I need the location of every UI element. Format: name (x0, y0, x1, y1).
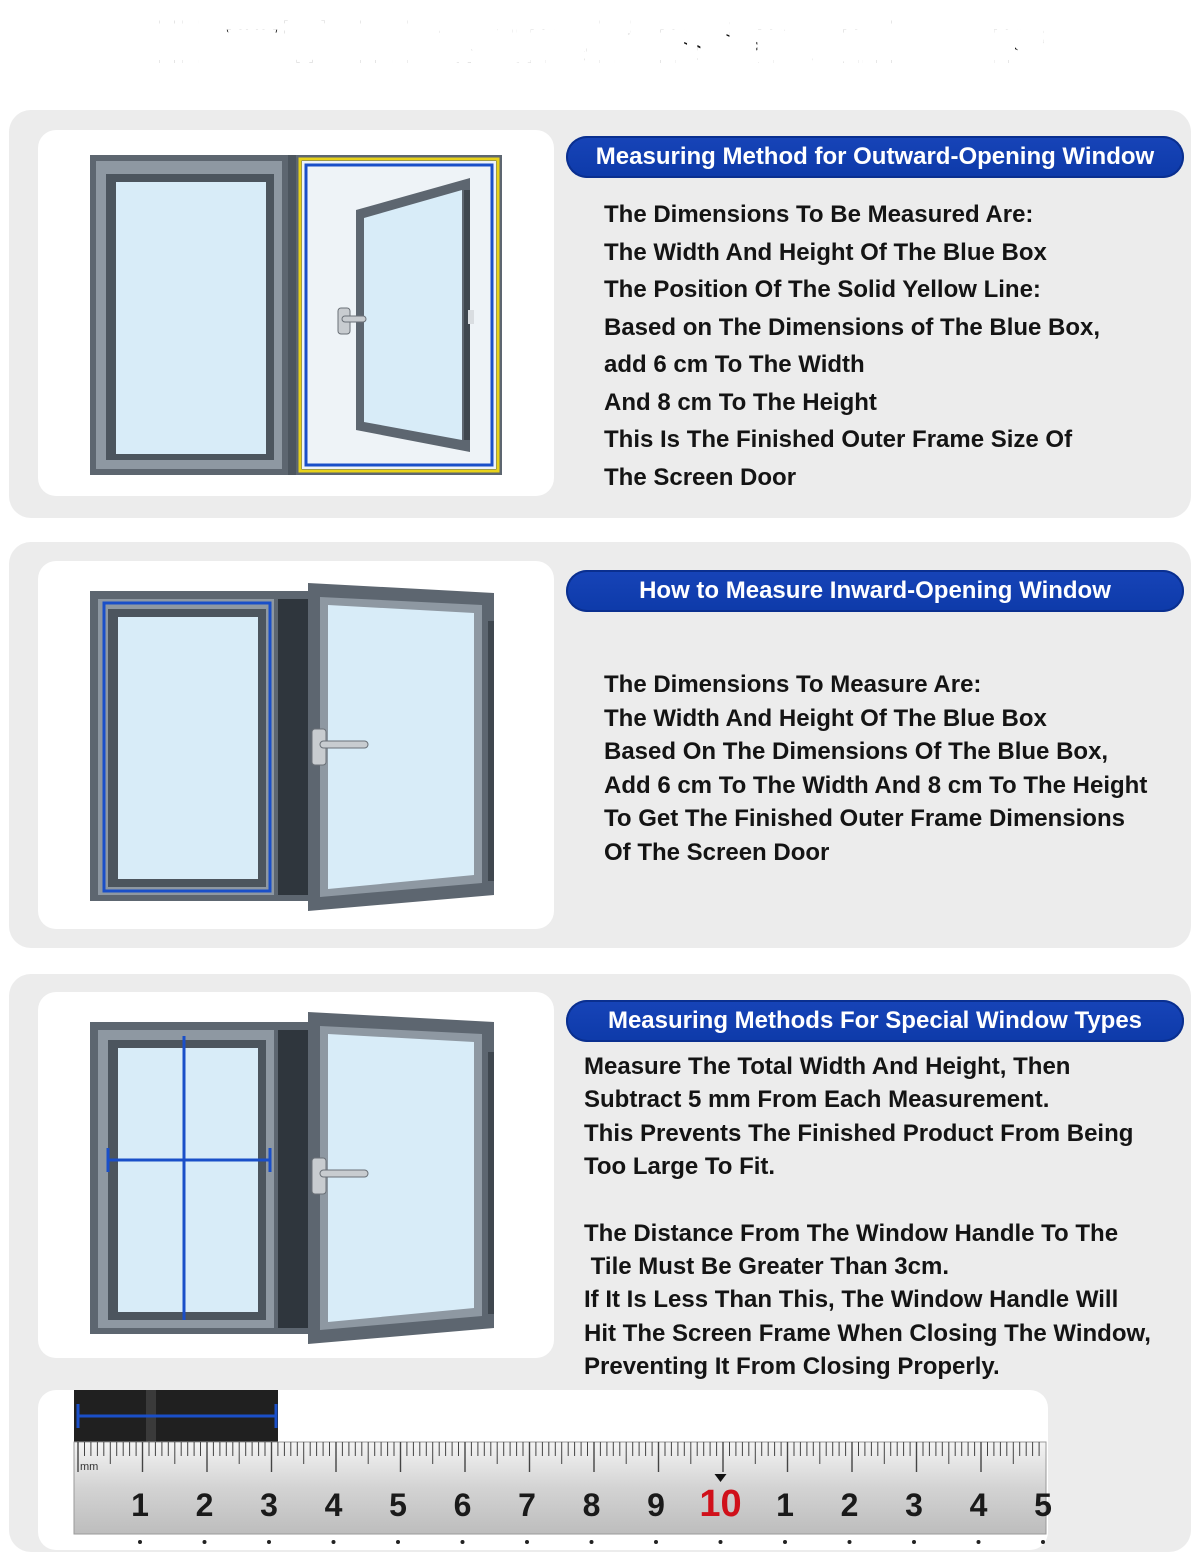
ruler-number: 3 (260, 1487, 278, 1523)
instruction-line: Add 6 cm To The Width And 8 cm To The Height (604, 771, 1148, 799)
ruler-number: 10 (699, 1483, 742, 1525)
instruction-line: Too Large To Fit. (584, 1153, 776, 1181)
special-window-illustration (38, 992, 554, 1358)
instruction-line: This Is The Finished Outer Frame Size Of (604, 426, 1073, 453)
ruler-dot (461, 1540, 465, 1544)
instruction-line: The Distance From The Window Handle To The (584, 1219, 1119, 1247)
instruction-line: The Position Of The Solid Yellow Line: (604, 276, 1041, 303)
page-title: How To Measure For Screen Doors (157, 14, 1043, 72)
ruler-number: 5 (1034, 1487, 1052, 1523)
instruction-line: Based on The Dimensions of The Blue Box, (604, 313, 1101, 341)
ruler-number: 4 (324, 1487, 343, 1523)
ruler-number: 6 (453, 1487, 472, 1523)
inward-window-illustration (38, 561, 554, 929)
instruction-line: And 8 cm To The Height (604, 388, 877, 416)
inward-section-heading: How to Measure Inward-Opening Window (566, 570, 1184, 612)
ruler-dot (848, 1540, 852, 1544)
outward-section-heading: Measuring Method for Outward-Opening Window (566, 136, 1184, 178)
ruler-number: 5 (389, 1487, 407, 1523)
instruction-line: The Dimensions To Measure Are: (604, 671, 982, 698)
ruler-dot (138, 1540, 142, 1544)
ruler-number: 8 (582, 1487, 601, 1523)
ruler-dot (203, 1540, 207, 1544)
ruler-unit-label: mm (80, 1461, 99, 1473)
ruler-dot (783, 1540, 787, 1544)
ruler-dot (1041, 1540, 1045, 1544)
ruler-number: 4 (969, 1487, 988, 1523)
special-window-image-card (38, 992, 554, 1358)
outward-instructions (604, 196, 1100, 496)
instruction-line: Preventing It From Closing Properly. (584, 1353, 1000, 1381)
instruction-line: To Get The Finished Outer Frame Dimensions (604, 805, 1125, 832)
ruler-number: 1 (131, 1487, 149, 1523)
ruler-dot (977, 1540, 981, 1544)
ruler-dot (267, 1540, 271, 1544)
outward-window-illustration (38, 130, 554, 496)
instruction-line: Tile Must Be Greater Than 3cm. (584, 1253, 950, 1281)
inward-window-image-card (38, 561, 554, 929)
ruler-dot (590, 1540, 594, 1544)
instruction-line: The Dimensions To Be Measured Are: (604, 201, 1034, 228)
ruler-dot (332, 1540, 336, 1544)
ruler-dot (525, 1540, 529, 1544)
ruler-number: 7 (518, 1487, 536, 1523)
ruler-number: 9 (647, 1487, 665, 1523)
ruler-dot (396, 1540, 400, 1544)
instruction-line: The Width And Height Of The Blue Box (604, 238, 1047, 266)
instruction-line: add 6 cm To The Width (604, 351, 865, 378)
ruler-dot (912, 1540, 916, 1544)
instruction-line: Measure The Total Width And Height, Then (584, 1053, 1071, 1080)
ruler-dot (719, 1540, 723, 1544)
ruler-illustration (38, 1390, 1052, 1550)
ruler-dot (654, 1540, 658, 1544)
instruction-line: The Screen Door (604, 463, 797, 491)
special-section-heading: Measuring Methods For Special Window Types (566, 1000, 1184, 1042)
ruler-number: 2 (840, 1487, 859, 1523)
ruler-number: 2 (195, 1487, 214, 1523)
instruction-line: This Prevents The Finished Product From Being (584, 1119, 1134, 1147)
instruction-line: Subtract 5 mm From Each Measurement. (584, 1086, 1050, 1114)
special-instructions (584, 1050, 1151, 1384)
ruler-number: 3 (905, 1487, 923, 1523)
ruler-image-card (38, 1390, 1052, 1550)
instruction-line: The Width And Height Of The Blue Box (604, 704, 1047, 732)
instruction-line: Of The Screen Door (604, 838, 830, 866)
instruction-line: Based On The Dimensions Of The Blue Box, (604, 738, 1109, 765)
instruction-line: If It Is Less Than This, The Window Handle Will (584, 1286, 1119, 1314)
outward-window-image-card (38, 130, 554, 496)
ruler-number: 1 (776, 1487, 794, 1523)
instruction-line (584, 1184, 1151, 1217)
inward-instructions (604, 668, 1147, 869)
instruction-line: Hit The Screen Frame When Closing The Window, (584, 1319, 1151, 1347)
